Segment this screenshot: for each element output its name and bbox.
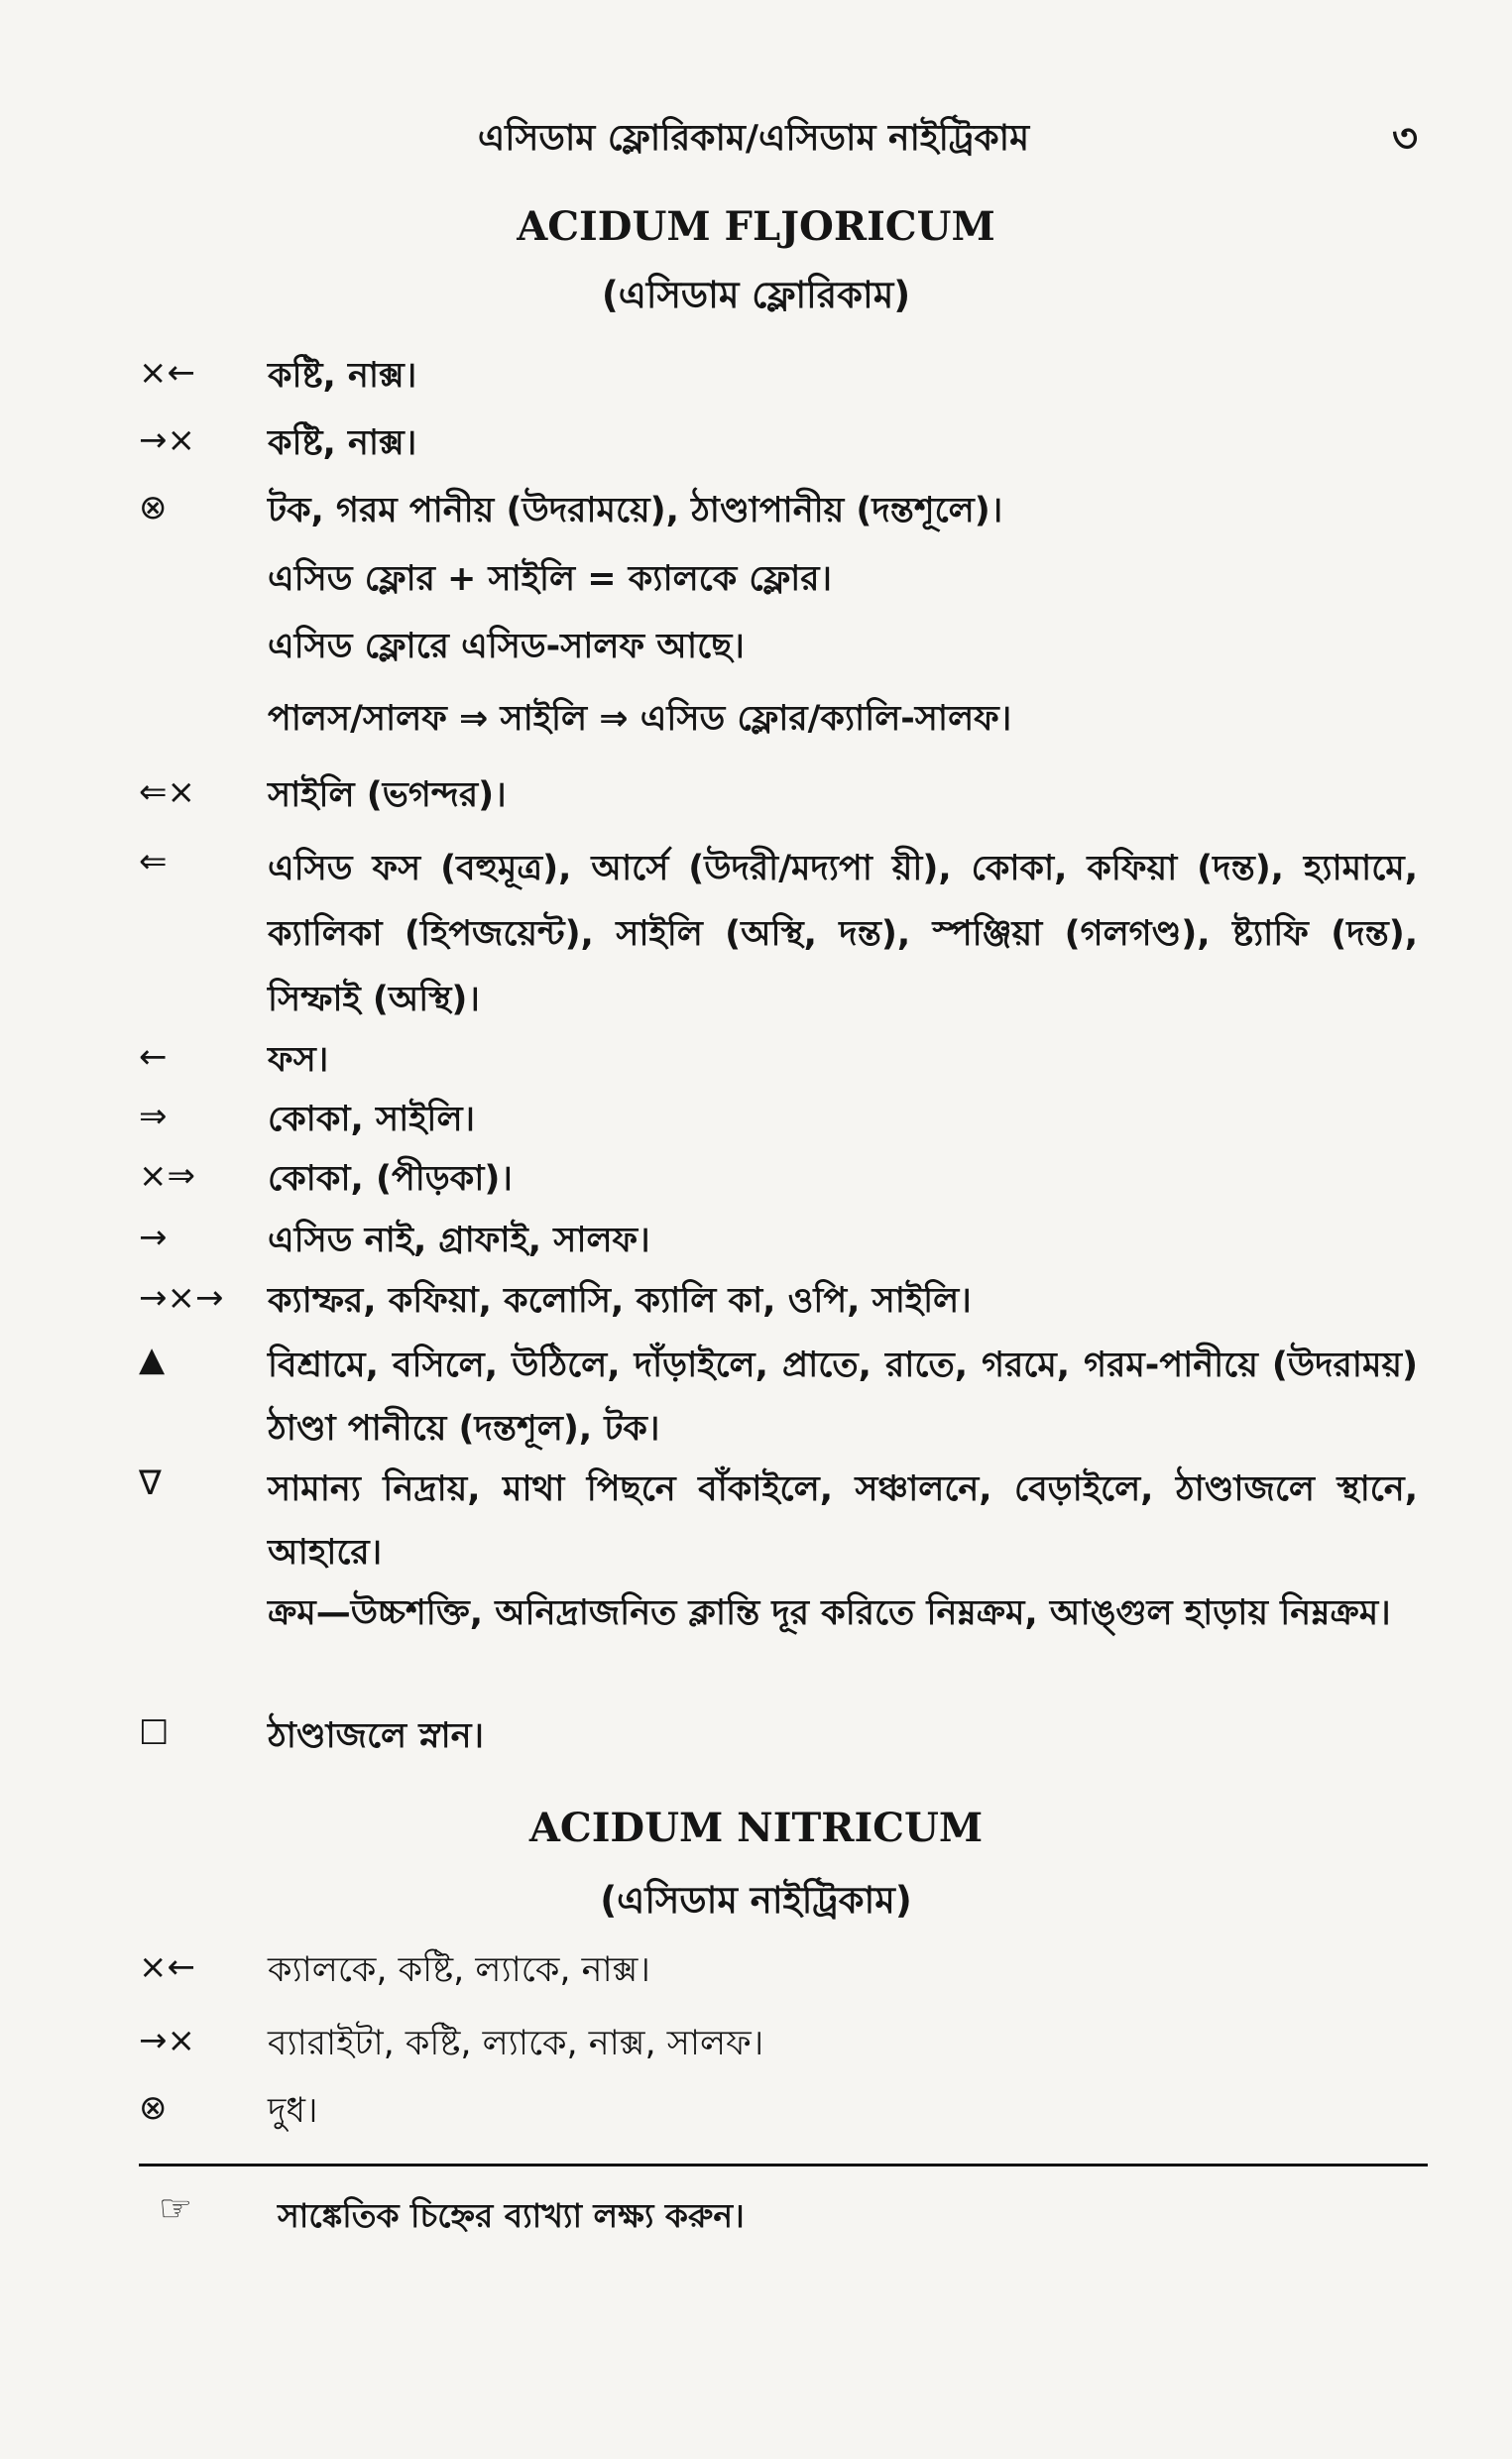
entry-text: কোকা, সাইলি। xyxy=(268,1100,476,1139)
symbol: ∇ xyxy=(139,1464,162,1503)
entry-text: ঠাণ্ডাজলে স্নান। xyxy=(268,1716,485,1756)
symbol: ⊗ xyxy=(139,488,168,527)
symbol: ×← xyxy=(139,1947,195,1987)
section-title: ACIDUM NITRICUM xyxy=(528,1805,984,1851)
entry-text: সাইলি (ভগন্দর)। xyxy=(268,775,507,815)
footer-note: সাঙ্কেতিক চিহ্নের ব্যাখ্যা লক্ষ্য করুন। xyxy=(278,2196,745,2235)
page-number: ৩ xyxy=(1391,116,1418,162)
symbol: ← xyxy=(139,1037,168,1077)
symbol: ⇒ xyxy=(139,1097,168,1136)
symbol: ☐ xyxy=(139,1713,170,1753)
entry-text: ক্যালকে, কষ্টি, ল্যাকে, নাক্স। xyxy=(268,1950,650,1990)
entry-text: বিশ্রামে, বসিলে, উঠিলে, দাঁড়াইলে, প্রাতে, রাতে, গরমে, গরম-পানীয়ে (উদরাময়) ঠাণ্ডা পানীয়ে (দন্তশূল), টক। xyxy=(268,1346,1418,1449)
entry-text: ক্যাম্ফর, কফিয়া, কলোসি, ক্যালি কা, ওপি, সাইলি। xyxy=(268,1281,972,1321)
entry-text: এসিড ফ্লোরে এসিড-সালফ আছে। xyxy=(268,627,745,666)
symbol: → xyxy=(139,1218,168,1257)
entry-text: ব্যারাইটা, কষ্টি, ল্যাকে, নাক্স, সালফ। xyxy=(268,2024,764,2063)
entry-text: ক্রম—উচ্চশক্তি, অনিদ্রাজনিত ক্লান্তি দূর করিতে নিম্নক্রম, আঙ্গুল হাড়ায় নিম্নক্রম। xyxy=(268,1593,1391,1633)
symbol: ⇐× xyxy=(139,772,195,812)
page-header xyxy=(139,111,1418,171)
symbol: ⊗ xyxy=(139,2088,168,2128)
entry-text: ফস। xyxy=(268,1040,329,1080)
entry-text: টক, গরম পানীয় (উদরাময়ে), ঠাণ্ডাপানীয় (দন্তশূলে)। xyxy=(268,491,1003,530)
symbol: ▲ xyxy=(139,1340,166,1379)
page-footer xyxy=(159,2186,1408,2246)
section-subtitle: (এসিডাম নাইট্রিকাম) xyxy=(600,1879,912,1922)
symbol: →× xyxy=(139,420,195,460)
section-title: ACIDUM FLJORICUM xyxy=(517,203,995,250)
footer-divider xyxy=(139,2164,1428,2166)
symbol: ⇐ xyxy=(139,842,168,881)
entry-text: কষ্টি, নাক্স। xyxy=(268,423,417,463)
running-title: এসিডাম ফ্লোরিকাম/এসিডাম নাইট্রিকাম xyxy=(477,118,1030,159)
symbol: →×→ xyxy=(139,1278,224,1318)
entry-text: এসিড ফ্লোর + সাইলি = ক্যালকে ফ্লোর। xyxy=(268,559,833,599)
entry-text: দুধ। xyxy=(268,2091,318,2131)
symbol: ×⇒ xyxy=(139,1156,195,1196)
entry-text: পালস/সালফ ⇒ সাইলি ⇒ এসিড ফ্লোর/ক্যালি-সালফ। xyxy=(268,699,1012,739)
entry-text: এসিড ফস (বহুমূত্র), আর্সে (উদরী/মদ্যপা য়ী), কোকা, কফিয়া (দন্ত), হ্যামামে, ক্যালিকা (হিপজয়েন্ট), সাইলি (অস্থি, দন্ত), স্পঞ্জিয়া (গলগণ্ড), ষ্ট্যাফি (দন্ত), সিম্ফাই (অস্থি)। xyxy=(268,849,1418,1019)
entry-text: সামান্য নিদ্রায়, মাথা পিছনে বাঁকাইলে, সঞ্চালনে, বেড়াইলে, ঠাণ্ডাজলে স্থানে, আহারে। xyxy=(268,1469,1418,1573)
entry-text: কষ্টি, নাক্স। xyxy=(268,356,417,396)
entry-text: কোকা, (পীড়কা)। xyxy=(268,1159,513,1199)
symbol: ×← xyxy=(139,353,195,393)
symbol: →× xyxy=(139,2021,195,2060)
entry-text: এসিড নাই, গ্রাফাই, সালফ। xyxy=(268,1221,650,1260)
pointing-hand-icon: ☞ xyxy=(159,2186,193,2230)
section-subtitle: (এসিডাম ফ্লোরিকাম) xyxy=(601,274,911,316)
